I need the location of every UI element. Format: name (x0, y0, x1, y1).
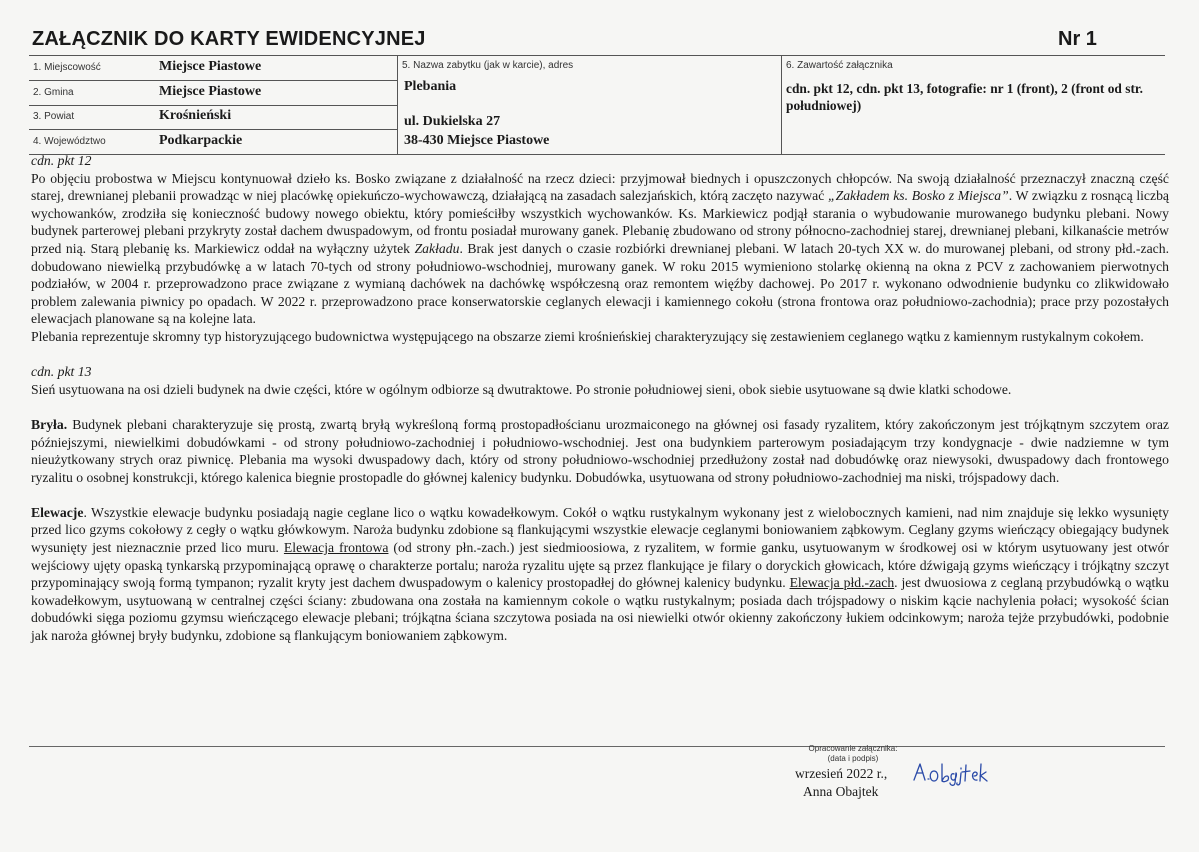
paragraph (31, 416, 1169, 486)
monument-label: 5. Nazwa zabytku (jak w karcie), adres (402, 60, 574, 71)
spacer (31, 486, 1169, 504)
text-run: . Brak jest danych o czasie rozbiórki drewnianej plebani. W latach 20-tych XX w. do murowanej plebani, od strony płd.-zach. dobudowano niewielką przybudówkę a w latach 70-tych od strony południowo-wschodniej, murowany ganek. W roku 2015 wymieniono stolarkę okienną na okna z PCV z zachowaniem pierwotnych podziałów, w 2004 r. przeprowadzono prace związane z wymianą dachówek na dachówkę współczesną oraz remontem więźby dachowej. Po 2017 r. wykonano odwodnienie budynku co zlikwidowało problem zalewania piwnicy po opadach. W 2022 r. przeprowadzono prace konserwatorskie ceglanych elewacji i kamiennego cokołu (strona frontowa oraz południowo-zachodnia); prace przy pozostałych elewacjach planowane są na kolejne lata. (31, 240, 1169, 327)
paragraph (31, 504, 1169, 645)
field-value: Miejsce Piastowe (159, 84, 262, 99)
spacer (31, 398, 1169, 416)
location-column (29, 56, 398, 154)
spacer (31, 346, 1169, 364)
monument-column (398, 56, 782, 154)
bold-label: Bryła. (31, 416, 68, 432)
caption-line: (data i podpis) (827, 754, 879, 763)
text-run: (od strony płn.-zach.) jest siedmioosiowa, z ryzalitem, w formie ganku, usytuowanym w środkowej osi w którym usytuowany jest otwór wejściowy ujęty opaską tynkarską przypominającą oprawę o charakterze portalu; naroża ryzalitu ujęte są przez flankujące je filary o doryckich głowicach, które dźwigają gzyms wieńczący i trójkątny szczyt przypominający swoją formą tympanon; ryzalit kryty jest dachem dwuspadowym o kalenicy prostopadłej do głównej kalenicy budynku. (31, 540, 1169, 591)
field-row-county (29, 105, 397, 130)
field-value: Miejsce Piastowe (159, 59, 262, 74)
info-table (29, 55, 1165, 155)
field-label: 2. Gmina (33, 87, 74, 98)
paragraph: Sień usytuowana na osi dzieli budynek na dwie części, które w ogólnym odbiorze są dwutraktowe. Po stronie południowej sieni, obok siebie usytuowane są dwie klatki schodowe. (31, 381, 1012, 397)
field-row-town (29, 56, 397, 81)
caption-line: Opracowanie załącznika: (808, 744, 898, 753)
signature-name: Anna Obajtek (803, 784, 879, 799)
document-body (31, 152, 1169, 645)
monument-street: ul. Dukielska 27 (404, 114, 501, 129)
field-value: Krośnieński (159, 108, 232, 123)
signature-caption (788, 744, 918, 764)
document-number: Nr 1 (1058, 28, 1097, 50)
italic-run: Zakładu (414, 240, 460, 256)
underlined-run: Elewacja płd.-zach (789, 575, 895, 591)
monument-name: Plebania (404, 79, 457, 94)
contents-column (782, 56, 1165, 154)
section-heading-pkt12: cdn. pkt 12 (31, 153, 92, 168)
underlined-run: Elewacja frontowa (283, 540, 389, 556)
bold-label: Elewacje (31, 504, 84, 520)
contents-text: cdn. pkt 12, cdn. pkt 13, fotografie: nr 1 (front), 2 (front od str. południowej) (786, 81, 1143, 113)
contents-label: 6. Zawartość załącznika (786, 60, 893, 71)
text-run: . W związku z rosnącą liczbą wychowanków, zrodziła się konieczność budowy nowego obiektu, który pomieściłby wszystkich wychowanków. Ks. Markiewicz podjął starania o wybudowanie murowanego budynku plebani. Nowy budynek parterowej plebani przykryty został dachem dwuspadowym, od frontu posiadał murowany ganek. Plebanię zbudowano od strony północno-zachodniej starej, drewnianej plebani, kilkanaście metrów przed nią. Starą plebanię ks. Markiewicz oddał na wyłączny użytek (31, 188, 1170, 256)
italic-run: „Zakładem ks. Bosko z Miejsca” (827, 188, 1009, 204)
field-label: 1. Miejscowość (33, 62, 101, 73)
handwritten-signature (912, 760, 992, 786)
field-row-voivodeship (29, 130, 397, 154)
footer-divider (29, 746, 1165, 747)
paragraph (31, 170, 1169, 328)
monument-city: 38-430 Miejsce Piastowe (404, 133, 550, 148)
paragraph: Plebania reprezentuje skromny typ historyzującego budownictwa występującego na obszarze ziemi krośnieńskiej charakteryzujący się zestawieniem ceglanego wątku z kamiennym rustykalnym cokołem. (31, 328, 1144, 344)
signature-date: wrzesień 2022 r., (795, 766, 888, 781)
document-title: ZAŁĄCZNIK DO KARTY EWIDENCYJNEJ (32, 28, 426, 50)
text-run: . Wszystkie elewacje budynku posiadają nagie ceglane lico o wątku kowadełkowym. Cokół o wątku rustykalnym wykonany jest z wielobocznych kamieni, nad nim znajduje się lekko wysunięty przed lico gzyms cokołowy z cegły o wątku główkowym. Naroża budynku zdobione są flankującymi wszystkie elewacje ceglanymi boniowaniem ząbkowym. Ceglany gzyms wieńczący obiegający budynek wysunięty jest nieznacznie przed lico muru. (31, 504, 1169, 556)
field-value: Podkarpackie (159, 133, 243, 148)
text-run: Po objęciu probostwa w Miejscu kontynuował dzieło ks. Bosko związane z działalność na rzecz dzieci: przyjmował biednych i opuszczonych chłopców. Na swoją działalność przeznaczył znaczną część starej, drewnianej plebanii prowadząc w niej placówkę opiekuńczo-wychowawczą, działającą na zasadach salezjańskich, którą zaczęto nazywać (31, 170, 1169, 204)
field-row-commune (29, 81, 397, 106)
section-heading-pkt13: cdn. pkt 13 (31, 364, 92, 380)
text-run: Budynek plebani charakteryzuje się prostą, zwartą bryłą wykreśloną formą prostopadłościanu urozmaiconego na głównej osi fasady ryzalitem, który zakończonym jest trójkątnym szczytem oraz późniejszymi, niewielkimi dobudówkami - od strony południowo-zachodniej i południowo-wschodniej. Jest ona budynkiem parterowym posiadającym trzy kondygnacje - dwie nadziemne w tym nieużytkowany strych oraz piwnicę. Plebania ma wysoki dwuspadowy dach, który od strony południowo-wschodniej przedłużony został nad dobudówkę oraz niewysoki, dwuspadowy dach frontowego ryzalitu o osobnej konstrukcji, którego kalenica biegnie prostopadle do głównej kalenicy budynku. Dobudówka, usytuowana od strony południowo-zachodniej ma niski, trójspadowy dach. (31, 416, 1169, 485)
text-run: . jest dwuosiowa z ceglaną przybudówką o wątku kowadełkowym, usytuowaną w centralnej części ściany: zbudowana ona została na kamiennym cokole o wątku rustykalnym; posiada dach trójspadowy o niskim kącie nachylenia połaci; wysokość ścian dobudówki sięga poziomu gzymsu wieńczącego elewacje plebani; trójkątna ściana szczytowa posiada na osi niewielki otwór okienny zakończony łukiem odcinkowym; naroża tejże przybudówki, podobnie jak naroża głównej bryły budynku, zdobione są flankującym boniowaniem ząbkowym. (31, 575, 1169, 644)
field-label: 3. Powiat (33, 111, 75, 122)
field-label: 4. Województwo (33, 136, 106, 147)
